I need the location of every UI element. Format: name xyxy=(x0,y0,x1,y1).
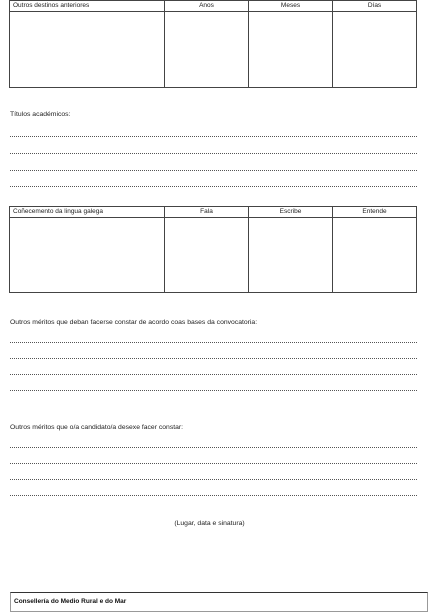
candidate-merits-line-3[interactable] xyxy=(10,479,417,480)
candidate-merits-line-4[interactable] xyxy=(10,495,417,496)
other-merits-line-4[interactable] xyxy=(10,390,417,391)
candidate-merits-line-1[interactable] xyxy=(10,447,417,448)
table-header-row xyxy=(10,207,417,218)
speaks-cell[interactable] xyxy=(165,218,249,293)
academic-line-1[interactable] xyxy=(10,136,417,137)
days-cell[interactable] xyxy=(333,12,417,88)
header-months: Meses xyxy=(249,1,333,12)
previous-destinations-table xyxy=(9,0,417,88)
writes-cell[interactable] xyxy=(249,218,333,293)
academic-line-4[interactable] xyxy=(10,186,417,187)
header-speaks: Fala xyxy=(165,207,249,218)
table-header-row xyxy=(10,1,417,12)
academic-titles-label: Títulos académicos: xyxy=(10,111,71,118)
candidate-merits-label: Outros méritos que o/a candidato/a desexe facer constar: xyxy=(10,424,184,431)
months-cell[interactable] xyxy=(249,12,333,88)
other-merits-label: Outros méritos que deban facerse constar de acordo coas bases da convocatoria: xyxy=(10,319,258,326)
academic-line-3[interactable] xyxy=(10,170,417,171)
table-row xyxy=(10,12,417,88)
footer-box xyxy=(10,592,428,612)
header-writes: Escribe xyxy=(249,207,333,218)
table-row xyxy=(10,218,417,293)
header-understands: Entende xyxy=(333,207,417,218)
other-merits-line-3[interactable] xyxy=(10,374,417,375)
signature-label: (Lugar, data e sinatura) xyxy=(174,520,245,527)
header-galician-knowledge: Coñecemento da lingua galega xyxy=(10,207,165,218)
header-previous-destinations: Outros destinos anteriores xyxy=(10,1,165,12)
understands-cell[interactable] xyxy=(333,218,417,293)
other-merits-line-1[interactable] xyxy=(10,342,417,343)
destination-cell[interactable] xyxy=(10,12,165,88)
candidate-merits-line-2[interactable] xyxy=(10,463,417,464)
galician-language-table xyxy=(9,206,417,293)
header-years: Anos xyxy=(165,1,249,12)
footer-ministry-name: Consellería do Medio Rural e do Mar xyxy=(14,598,127,605)
other-merits-line-2[interactable] xyxy=(10,358,417,359)
academic-line-2[interactable] xyxy=(10,153,417,154)
header-days: Días xyxy=(333,1,417,12)
years-cell[interactable] xyxy=(165,12,249,88)
knowledge-cell[interactable] xyxy=(10,218,165,293)
